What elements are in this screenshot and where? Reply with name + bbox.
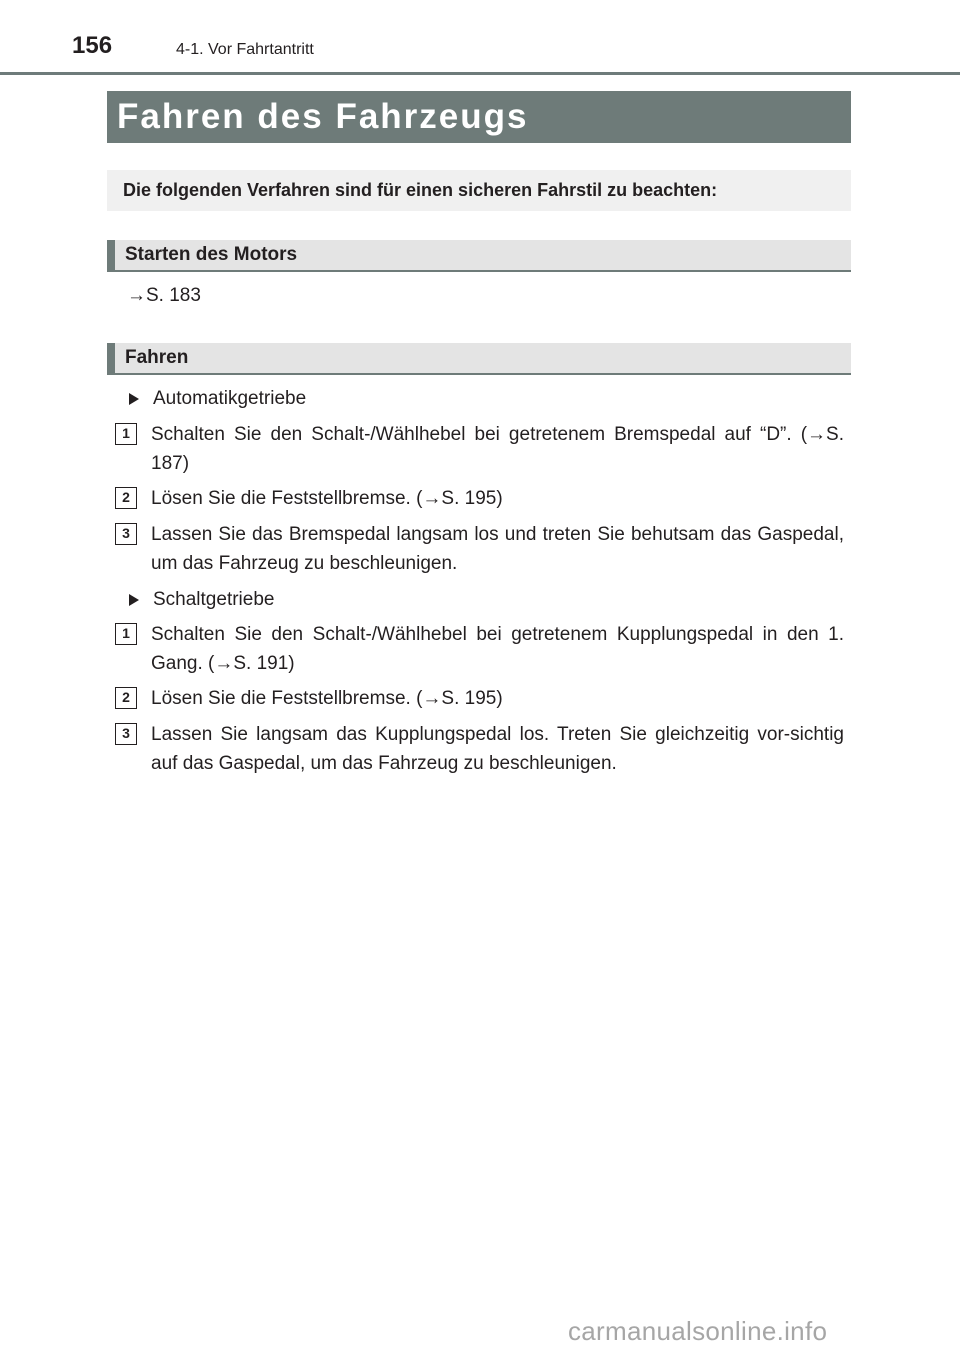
page-title: Fahren des Fahrzeugs — [117, 97, 529, 136]
step-number-badge: 3 — [115, 723, 137, 745]
step-number-badge: 2 — [115, 687, 137, 709]
header-divider — [0, 72, 960, 75]
step-text: Lassen Sie das Bremspedal langsam los und treten Sie behutsam das Gaspedal, um das Fahrzeug zu beschleunigen. — [151, 524, 844, 574]
chapter-title: 4-1. Vor Fahrtantritt — [176, 41, 314, 58]
section-heading-fahren — [107, 343, 851, 375]
step-text: Lösen Sie die Feststellbremse. (→S. 195) — [151, 488, 503, 509]
step-text: Lassen Sie langsam das Kupplungspedal los. Treten Sie gleichzeitig vor-sichtig auf das Gaspedal, um das Fahrzeug zu beschleunigen. — [151, 724, 844, 774]
bullet-schaltgetriebe — [127, 585, 274, 614]
intro-box — [107, 170, 851, 211]
step-number-badge: 1 — [115, 423, 137, 445]
step-text: Schalten Sie den Schalt-/Wählhebel bei getretenem Kupplungspedal in den 1. Gang. (→S. 191) — [151, 624, 844, 674]
step-number-badge: 1 — [115, 623, 137, 645]
triangle-bullet-icon — [129, 594, 139, 606]
page-reference: →S. 183 — [127, 285, 201, 306]
intro-text: Die folgenden Verfahren sind für einen sicheren Fahrstil zu beachten: — [123, 180, 718, 200]
bullet-label: Schaltgetriebe — [153, 589, 275, 610]
page-number: 156 — [72, 32, 113, 59]
section-heading-label: Fahren — [125, 347, 189, 368]
bullet-label: Automatikgetriebe — [153, 388, 307, 409]
step-text: Lösen Sie die Feststellbremse. (→S. 195) — [151, 688, 503, 709]
step-text: Schalten Sie den Schalt-/Wählhebel bei getretenem Bremspedal auf “D”. (→S. 187) — [151, 424, 844, 474]
footer-watermark: carmanualsonline.info — [568, 1316, 828, 1346]
section-heading-starten — [107, 240, 851, 272]
bullet-automatikgetriebe — [127, 384, 306, 413]
step-number-badge: 2 — [115, 487, 137, 509]
section-heading-label: Starten des Motors — [125, 244, 298, 265]
triangle-bullet-icon — [129, 393, 139, 405]
page-title-bar — [107, 91, 851, 143]
step-number-badge: 3 — [115, 523, 137, 545]
